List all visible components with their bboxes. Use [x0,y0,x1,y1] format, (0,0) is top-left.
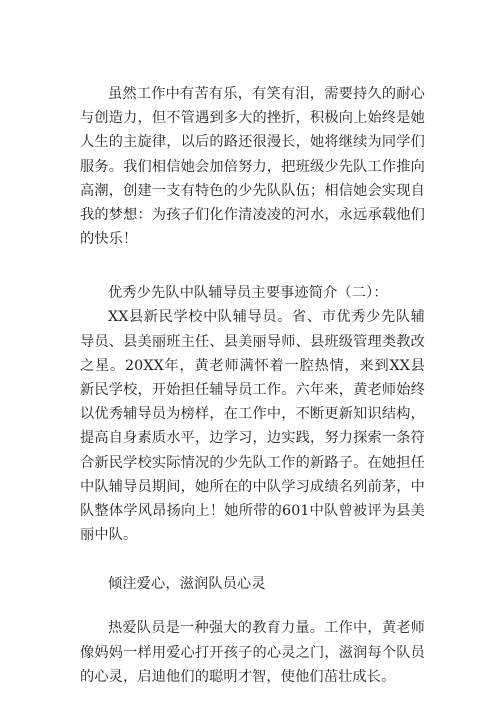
spacer [80,596,425,616]
spacer [80,547,425,572]
spacer [80,251,425,281]
document-body [80,82,425,689]
paragraph-love-for-members: 热爱队员是一种强大的教育力量。工作中，黄老师像妈妈一样用爱心打开孩子的心灵之门，滋润每个队员的心灵，启迪他们的聪明才智，使他们茁壮成长。 [80,620,425,685]
paragraph-conclusion: 虽然工作中有苦有乐，有笑有泪，需要持久的耐心与创造力，但不管遇到多大的挫折，积极向上始终是她人生的主旋律，以后的路还很漫长，她将继续为同学们服务。我们相信她会加倍努力，把班级少先队工作推向高潮，创建一支有特色的少先队队伍；相信她会实现自我的梦想：为孩子们化作清凌凌的河水，永远承载他们的快乐！ [80,86,425,248]
paragraph-introduction: XX县新民学校中队辅导员。省、市优秀少先队辅导员、县美丽班主任、县美丽导师、县班级管理类教改之星。20XX年，黄老师满怀着一腔热情，来到XX县新民学校，开始担任辅导员工作。六年来，黄老师始终以优秀辅导员为榜样，在工作中，不断更新知识结构，提高自身素质水平，边学习，边实践，努力探索一条符合新民学校实际情况的少先队工作的新路子。在她担任中队辅导员期间，她所在的中队学习成绩名列前茅，中队整体学风昂扬向上！她所带的601中队曾被评为县美丽中队。 [80,309,425,544]
section-heading: 优秀少先队中队辅导员主要事迹简介（二）： [108,285,388,302]
subsection-heading: 倾注爱心，滋润队员心灵 [108,576,266,593]
